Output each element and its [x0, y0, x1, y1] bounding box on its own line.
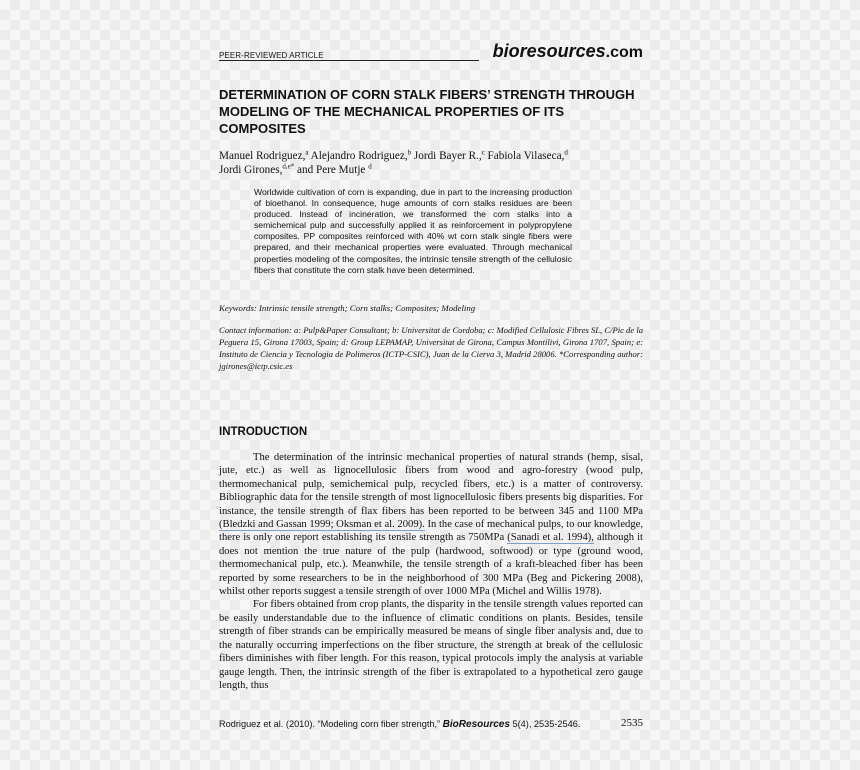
- paragraph-text: The determination of the intrinsic mechanical properties of natural strands (hemp, sisal, jute, etc.) as well as lignocellulosic fibers from wood and agro-forestry (wood pulp, thermomechanical pulp, semichemical pulp, recycled fibers, etc.) is a matter of controversy. Bibliographic data for the tensile strength of most lignocellulosic fibers presents big disparities. For instance, the tensile strength of flax fibers has been reported to be between 345 and 1100 MPa: [219, 452, 643, 517]
- author-name: Alejandro Rodriguez,: [308, 150, 408, 162]
- author-affiliation: d: [368, 162, 372, 171]
- brand-suffix: .com: [605, 44, 643, 61]
- page-footer: [219, 716, 643, 734]
- author-name: Jordi Bayer R.,: [411, 150, 482, 162]
- footer-citation: [219, 719, 580, 730]
- article-title: DETERMINATION OF CORN STALK FIBERS’ STRENGTH THROUGH MODELING OF THE MECHANICAL PROPERTIES OF ITS COMPOSITES: [219, 87, 635, 136]
- author-affiliation: b: [407, 148, 412, 157]
- author-name: Manuel Rodriguez,: [219, 150, 306, 162]
- peer-reviewed-label: PEER-REVIEWED ARTICLE: [219, 51, 324, 60]
- bioresources-logo: [493, 41, 643, 62]
- footer-journal: BioResources: [442, 719, 510, 730]
- paragraph: For fibers obtained from crop plants, the disparity in the tensile strength values reported can be easily understandable due to the influence of climatic conditions on plants. Besides, tensile strength of fiber strands can be empirically measured be means of single fiber analysis and, due to the naturally occurring imperfections on the fiber structure, the strength at break of the cellulosic fibers diminishes with fiber length. For this reason, typical protocols imply the analysis at variable gauge length. Then, the intrinsic strength of the fiber is extrapolated to a hypothetical zero gauge length, thus: [219, 599, 643, 691]
- author-name: Fabiola Vilaseca,: [484, 150, 565, 162]
- author-name: Jordi Girones,: [219, 164, 283, 176]
- author-affiliation: d,e*: [282, 162, 295, 171]
- author-affiliation: a: [305, 148, 309, 157]
- author-name: and Pere Mutje: [294, 164, 369, 176]
- abstract: Worldwide cultivation of corn is expanding, due in part to the increasing production of bioethanol. In consequence, huge amounts of corn stalks residues are been produced. Instead of incineration, we transformed the corn stalks into a semichemical pulp and successfully applied it as reinforcement in polypropylene composites. PP composites reinforced with 40% wt corn stalk single fibers were prepared, and their mechanical properties were evaluated. Through mechanical properties modeling of the composites, the intrinsic tensile strength of the cellulosic fibers that constitute the corn stalk have been determined.: [254, 187, 572, 275]
- author-list: [219, 149, 639, 177]
- paragraph-text: In the case of mechanical pulps, to our knowledge, there is only one report establishing its tensile strength as 750MPa: [219, 519, 643, 544]
- running-header: [219, 42, 643, 62]
- paragraph-text: although it does not mention the true nature of the pulp (hardwood, softwood) or type (ground wood, thermomechanical pulp, etc.). Meanwhile, the tensile strength of a kraft-bleached fiber has been reported by some researchers to be in the neighborhood of 300 MPa (Beg and Pickering 2008), whilst other reports suggest a tensile strength of over 1000 MPa (Michel and Willis 1978).: [219, 532, 643, 598]
- header-rule: [219, 60, 479, 61]
- section-heading: INTRODUCTION: [219, 426, 308, 438]
- page-number: 2535: [621, 717, 643, 729]
- paragraph: [219, 451, 643, 598]
- author-affiliation: d: [564, 148, 568, 157]
- body-text: [219, 451, 643, 692]
- keywords: Keywords: Intrinsic tensile strength; Corn stalks; Composites; Modeling: [219, 303, 476, 313]
- footer-ref-volume: 5(4), 2535-2546.: [509, 719, 581, 729]
- citation-link[interactable]: (Sanadi et al. 1994),: [507, 532, 594, 544]
- citation-link[interactable]: (Bledzki and Gassan 1999; Oksman et al. 2009).: [219, 519, 425, 531]
- contact-information: Contact information: a: Pulp&Paper Consultant; b: Universitat de Cordoba; c: Modified Cellulosic Fibres SL, C/Pic de la Peguera 15, Girona 17003, Spain; d: Group LEPAMAP, Universitat de Girona, Campus Montilivi, Girona 1707, Spain; e: Instituto de Ciencia y Tecnologia de Polimeros (ICTP-CSIC), Juan de la Cierva 3, Madrid 28006. *Corresponding author: jgirones@ictp.csic.es: [219, 325, 643, 371]
- author-affiliation: c: [481, 148, 485, 157]
- footer-ref-text: Rodriguez et al. (2010). “Modeling corn fiber strength,”: [219, 719, 443, 729]
- brand-main: bioresources: [492, 41, 606, 61]
